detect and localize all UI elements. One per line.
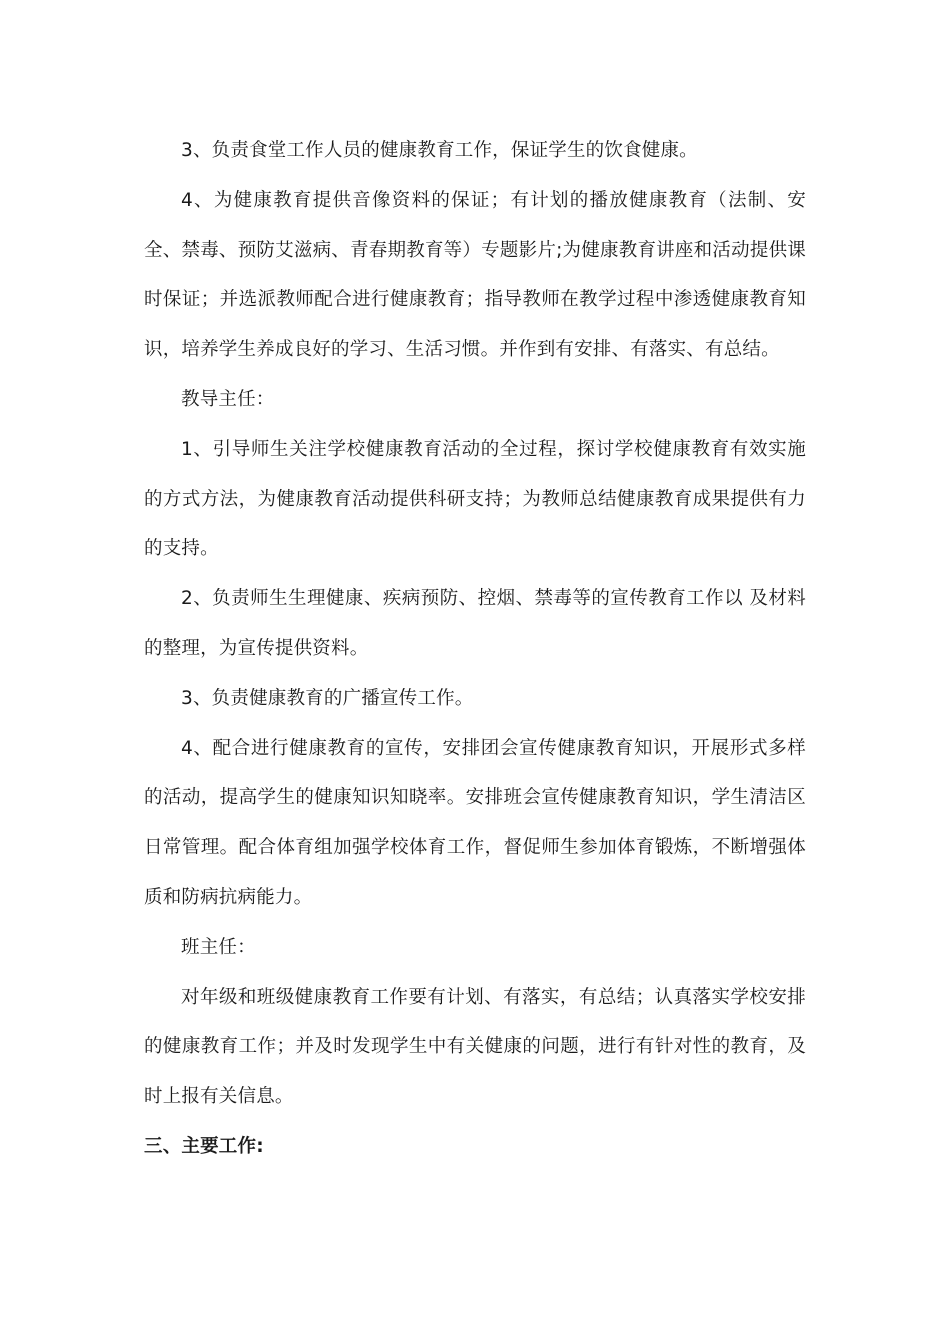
paragraph-canteen-health: 3、负责食堂工作人员的健康教育工作，保证学生的饮食健康。 bbox=[181, 140, 698, 161]
document-body bbox=[144, 126, 806, 1172]
paragraph-audio-visual-materials: 4、为健康教育提供音像资料的保证；有计划的播放健康教育（法制、安全、禁毒、预防艾滋病、青春期教育等）专题影片;为健康教育讲座和活动提供课时保证；并选派教师配合进行健康教育；指导教师在教学过程中渗透健康教育知识，培养学生养成良好的学习、生活习惯。并作到有安排、有落实、有总结。 bbox=[144, 189, 806, 361]
subheading-dean-of-studies: 教导主任： bbox=[181, 388, 275, 410]
subheading-class-teacher: 班主任： bbox=[181, 936, 256, 958]
section-heading-main-work: 三、主要工作: bbox=[144, 1135, 264, 1157]
paragraph-cooperation: 4、配合进行健康教育的宣传，安排团会宣传健康教育知识，开展形式多样的活动，提高学生的健康知识知晓率。安排班会宣传健康教育知识，学生清洁区日常管理。配合体育组加强学校体育工作，督促师生参加体育锻炼，不断增强体质和防病抗病能力。 bbox=[144, 737, 806, 908]
paragraph-broadcast: 3、负责健康教育的广播宣传工作。 bbox=[181, 687, 474, 709]
paragraph-publicity-education: 2、负责师生生理健康、疾病预防、控烟、禁毒等的宣传教育工作以 及材料的整理，为宣传提供资料。 bbox=[144, 588, 806, 659]
paragraph-class-plan: 对年级和班级健康教育工作要有计划、有落实，有总结；认真落实学校安排的健康教育工作；并及时发现学生中有关健康的问题，进行有针对性的教育，及时上报有关信息。 bbox=[144, 986, 806, 1108]
paragraph-guide-teachers: 1、引导师生关注学校健康教育活动的全过程，探讨学校健康教育有效实施的方式方法，为健康教育活动提供科研支持；为教师总结健康教育成果提供有力的支持。 bbox=[144, 438, 806, 560]
